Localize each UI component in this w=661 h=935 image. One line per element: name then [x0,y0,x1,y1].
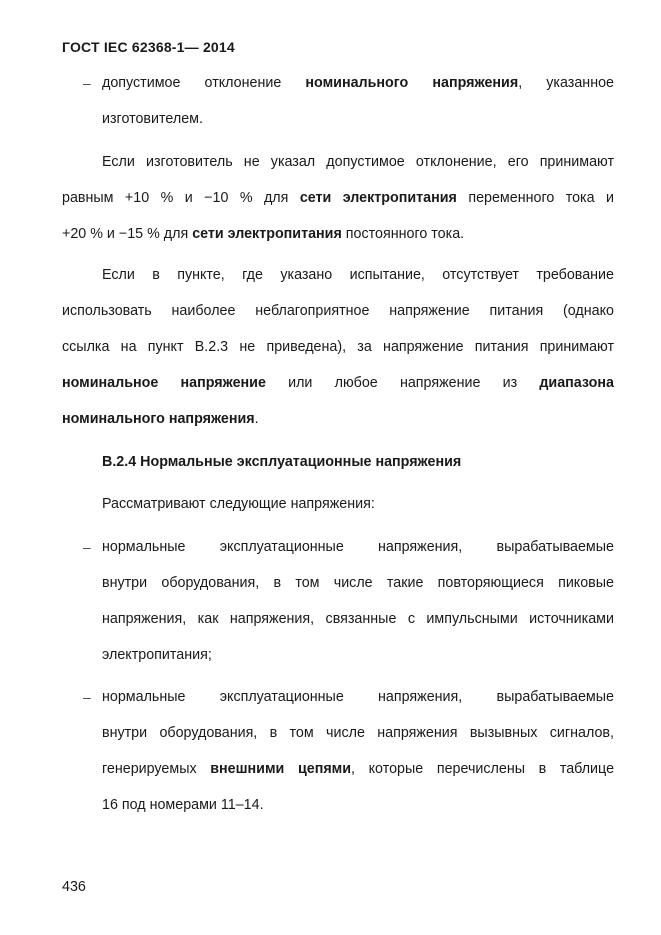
paragraph-line: ссылка на пункт В.2.3 не приведена), за напряжение питания принимают [62,339,614,355]
list-item-line: допустимое отклонение номинального напряжения, указанное [102,75,614,91]
list-item-line: внутри оборудования, в том числе такие повторяющиеся пиковые [102,575,614,591]
list-item-line: 16 под номерами 11–14. [102,797,264,813]
list-dash: – [83,689,91,705]
list-item-line: внутри оборудования, в том числе напряжения вызывных сигналов, [102,725,614,741]
list-dash: – [83,539,91,555]
document-header: ГОСТ IEC 62368-1— 2014 [62,39,235,55]
paragraph-line: Если в пункте, где указано испытание, отсутствует требование [102,267,614,283]
list-item-line: нормальные эксплуатационные напряжения, вырабатываемые [102,689,614,705]
list-item-line: напряжения, как напряжения, связанные с импульсными источниками [102,611,614,627]
page-number: 436 [62,879,86,895]
paragraph-line: +20 % и −15 % для сети электропитания постоянного тока. [62,226,465,242]
list-item-line: электропитания; [102,647,212,663]
paragraph-line: равным +10 % и −10 % для сети электропитания переменного тока и [62,190,614,206]
list-dash: – [83,75,91,91]
list-item-line: изготовителем. [102,111,203,127]
list-item-line: генерируемых внешними цепями, которые перечислены в таблице [102,761,615,777]
paragraph-line: номинальное напряжение или любое напряжение из диапазона [62,375,614,391]
paragraph-line: Если изготовитель не указал допустимое отклонение, его принимают [102,154,614,170]
paragraph-line: номинального напряжения. [62,411,259,427]
paragraph-line: Рассматривают следующие напряжения: [102,496,375,512]
list-item-line: нормальные эксплуатационные напряжения, вырабатываемые [102,539,614,555]
section-heading: В.2.4 Нормальные эксплуатационные напряжения [102,454,462,470]
paragraph-line: использовать наиболее неблагоприятное напряжение питания (однако [62,303,614,319]
